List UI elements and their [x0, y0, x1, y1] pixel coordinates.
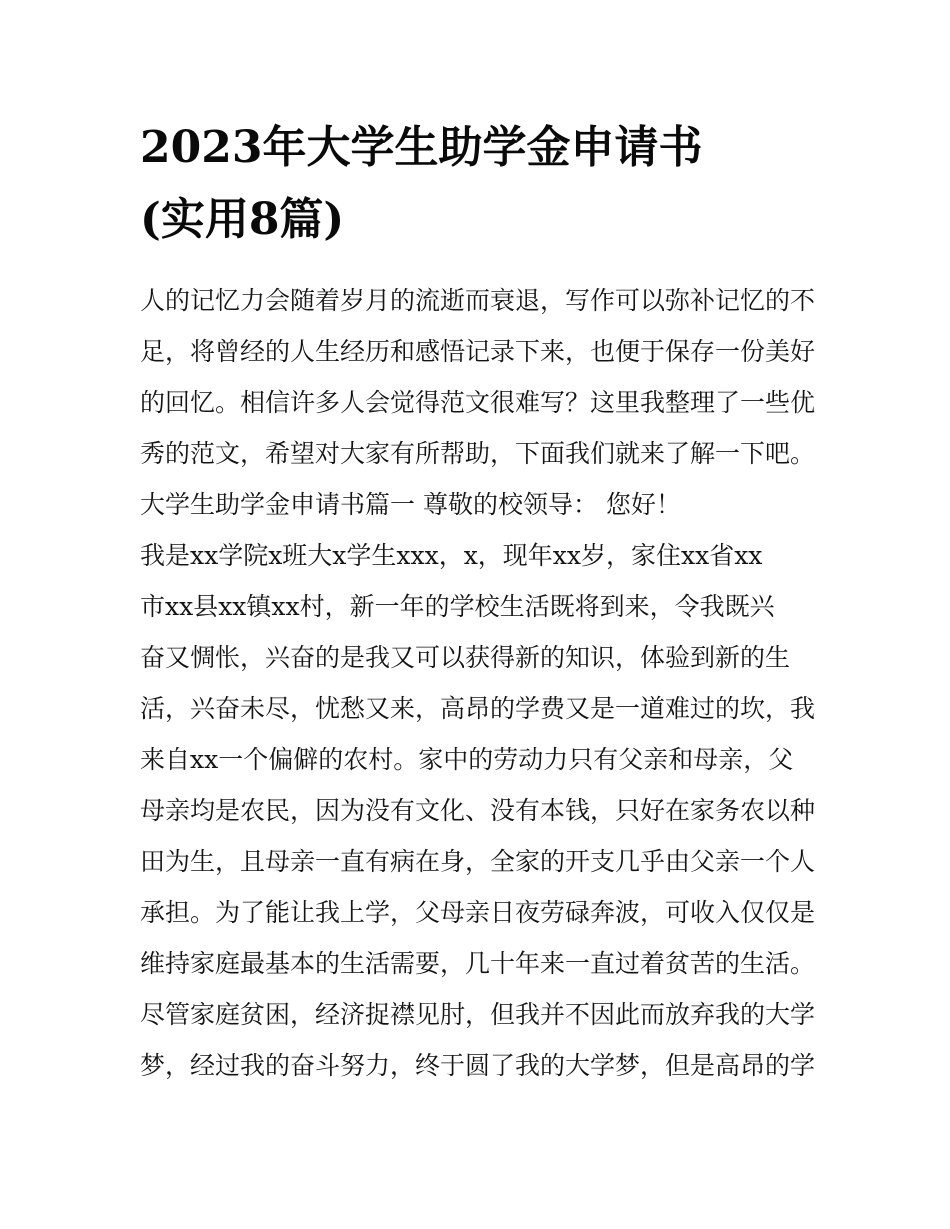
body-line: 我是xx学院x班大x学生xxx，x，现年xx岁，家住xx省xx — [140, 541, 763, 570]
document-body — [140, 275, 820, 1091]
title-line: (实用8篇) — [140, 194, 345, 245]
body-line: 足，将曾经的人生经历和感悟记录下来，也便于保存一份美好 — [140, 337, 816, 366]
section-heading-line: 大学生助学金申请书篇一 尊敬的校领导： 您好！ — [140, 490, 681, 519]
title-line: 2023年大学生助学金申请书 — [140, 122, 703, 173]
body-line: 母亲均是农民，因为没有文化、没有本钱，只好在家务农以种 — [140, 796, 816, 825]
document-title — [140, 112, 820, 256]
body-line: 田为生，且母亲一直有病在身，全家的开支几乎由父亲一个人 — [140, 847, 816, 876]
body-line: 奋又惆怅，兴奋的是我又可以获得新的知识，体验到新的生 — [140, 643, 791, 672]
body-line: 梦，经过我的奋斗努力，终于圆了我的大学梦，但是高昂的学 — [140, 1051, 816, 1080]
body-line: 的回忆。相信许多人会觉得范文很难写？这里我整理了一些优 — [140, 388, 816, 417]
body-line: 秀的范文，希望对大家有所帮助，下面我们就来了解一下吧。 — [140, 439, 816, 468]
body-line: 人的记忆力会随着岁月的流逝而衰退，写作可以弥补记忆的不 — [140, 286, 816, 315]
body-line: 来自xx一个偏僻的农村。家中的劳动力只有父亲和母亲，父 — [140, 745, 794, 774]
body-line: 承担。为了能让我上学，父母亲日夜劳碌奔波，可收入仅仅是 — [140, 898, 816, 927]
body-line: 市xx县xx镇xx村，新一年的学校生活既将到来，令我既兴 — [140, 592, 775, 621]
body-line: 尽管家庭贫困，经济捉襟见肘，但我并不因此而放弃我的大学 — [140, 1000, 816, 1029]
body-line: 活，兴奋未尽，忧愁又来，高昂的学费又是一道难过的坎，我 — [140, 694, 816, 723]
body-line: 维持家庭最基本的生活需要，几十年来一直过着贫苦的生活。 — [140, 949, 816, 978]
